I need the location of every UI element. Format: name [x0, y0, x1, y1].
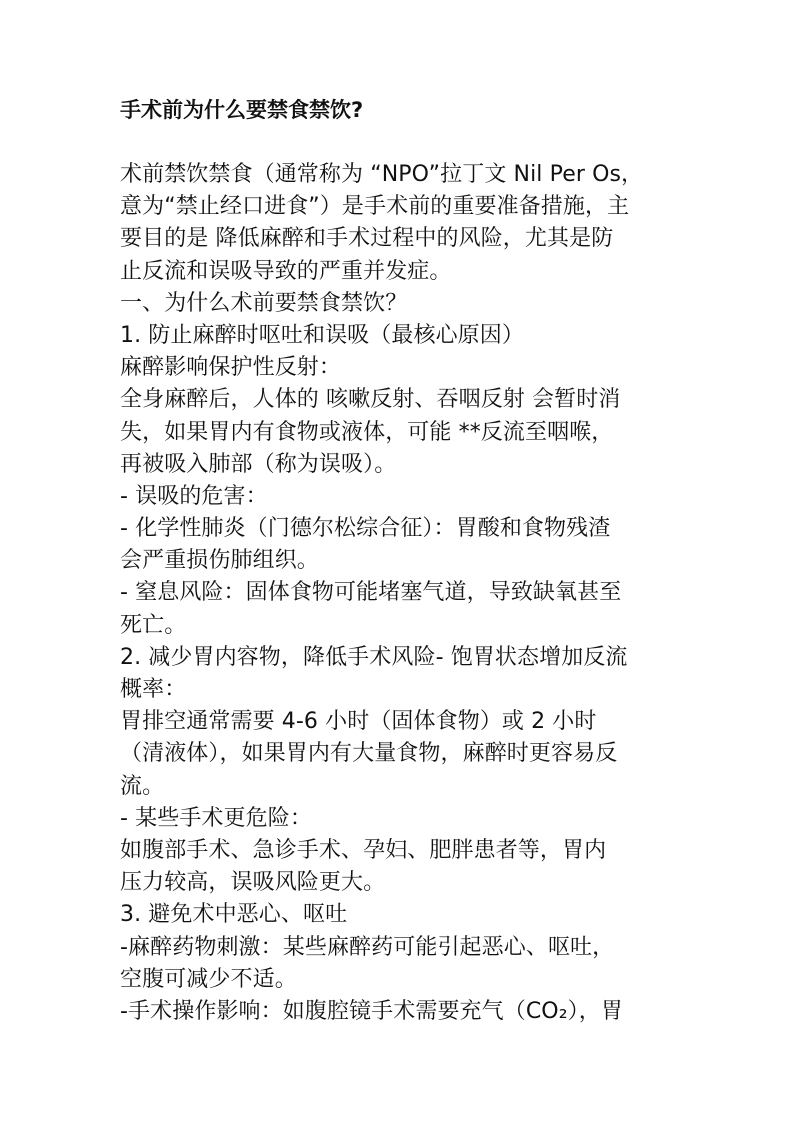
- text-line: 术前禁饮禁食（通常称为 “NPO”拉丁文 Nil Per Os，: [120, 162, 644, 187]
- text-line: 失，如果胃内有食物或液体，可能 **反流至咽喉，: [120, 419, 614, 445]
- text-line: 全身麻醉后，人体的 咳嗽反射、吞咽反射 会暂时消: [120, 387, 621, 413]
- text-line: 概率：: [120, 677, 187, 702]
- text-line: - 化学性肺炎（门德尔松综合征）：胃酸和食物残渣: [120, 516, 611, 542]
- text-line: - 某些手术更危险：: [120, 805, 312, 831]
- subsection-heading: 1. 防止麻醉时呕吐和误吸（最核心原因）: [120, 322, 524, 348]
- text-line: 胃排空通常需要 4-6 小时（固体食物）或 2 小时: [120, 709, 597, 735]
- text-line: （清液体），如果胃内有大量食物，麻醉时更容易反: [120, 741, 618, 767]
- text-line: 空腹可减少不适。: [120, 966, 297, 992]
- text-line: 麻醉影响保护性反射：: [120, 355, 342, 381]
- text-line: 会严重损伤肺组织。: [120, 548, 319, 574]
- text-line: 压力较高，误吸风险更大。: [120, 870, 386, 896]
- document-body: [120, 159, 680, 1028]
- subsection-heading: 2. 减少胃内容物，降低手术风险- 饱胃状态增加反流: [120, 644, 628, 670]
- text-line: - 窒息风险：固体食物可能堵塞气道，导致缺氧甚至: [120, 580, 622, 606]
- section-heading: 一、为什么术前要禁食禁饮？: [120, 290, 408, 316]
- text-line: - 误吸的危害：: [120, 483, 268, 509]
- document-title: 手术前为什么要禁食禁饮?: [120, 98, 364, 122]
- text-line: -麻醉药物刺激：某些麻醉药可能引起恶心、呕吐，: [120, 934, 615, 960]
- text-line: 意为“禁止经口进食”）是手术前的重要准备措施，主: [120, 194, 630, 220]
- text-line: -手术操作影响：如腹腔镜手术需要充气（CO₂），胃: [120, 998, 623, 1024]
- text-line: 再被吸入肺部（称为误吸）。: [120, 451, 397, 477]
- document-page: [120, 94, 680, 1028]
- subsection-heading: 3. 避免术中恶心、呕吐: [120, 902, 348, 928]
- text-line: 止反流和误吸导致的严重并发症。: [120, 258, 452, 284]
- text-line: 流。: [120, 773, 165, 799]
- text-line: 要目的是 降低麻醉和手术过程中的风险，尤其是防: [120, 226, 614, 252]
- text-line: 死亡。: [120, 612, 187, 638]
- text-line: 如腹部手术、急诊手术、孕妇、肥胖患者等，胃内: [120, 837, 607, 863]
